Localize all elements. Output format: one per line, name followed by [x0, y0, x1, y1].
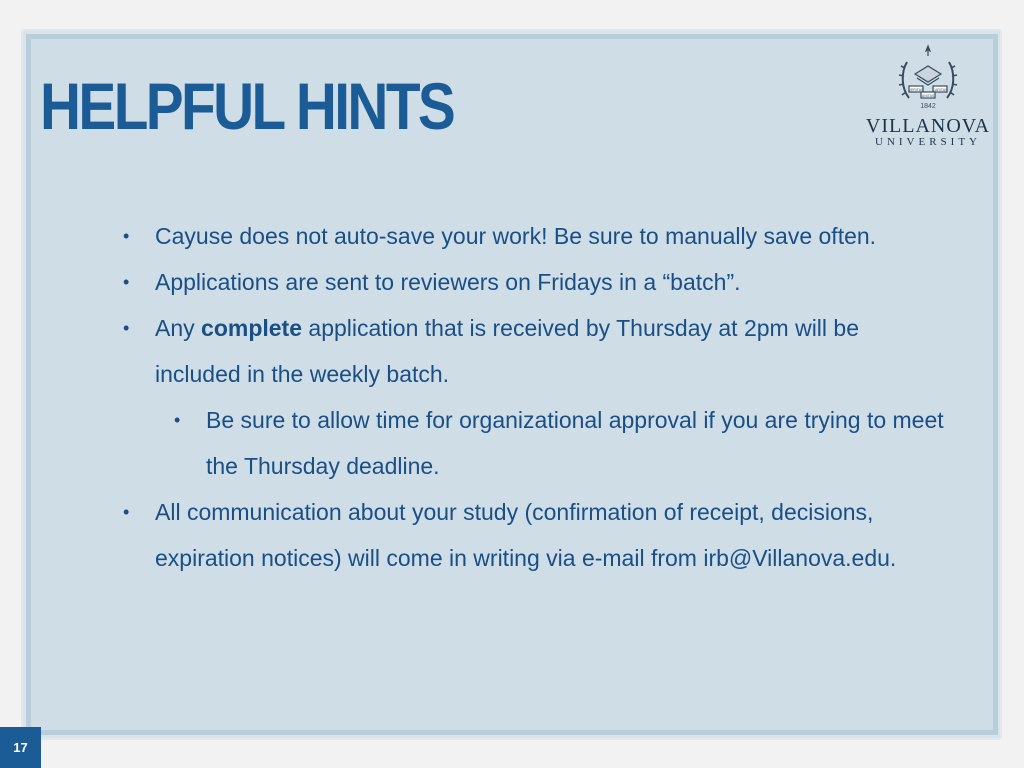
bullet-item — [120, 489, 950, 581]
bullet-text-bold: complete — [201, 315, 303, 341]
bullet-dot-icon: • — [123, 226, 130, 246]
bullet-text: All communication about your study (confirmation of receipt, decisions, expiration notices) will come in writing via e-mail from irb@Villanova.edu. — [155, 499, 897, 571]
seal-text-caritas: CARITAS — [932, 88, 948, 92]
page-number-badge: 17 — [0, 727, 41, 768]
bullet-dot-icon: • — [123, 272, 130, 292]
sub-bullet-item — [171, 397, 950, 489]
bullet-item — [120, 305, 950, 397]
bullet-text: Be sure to allow time for organizational approval if you are trying to meet the Thursday deadline. — [206, 407, 944, 479]
bullet-list — [120, 213, 950, 581]
bullet-text: Applications are sent to reviewers on Fridays in a “batch”. — [155, 269, 741, 295]
university-logo — [858, 44, 998, 154]
slide-title: HELPFUL HINTS — [40, 69, 454, 143]
seal-text-unitas: UNITAS — [921, 94, 935, 98]
bullet-dot-icon: • — [123, 318, 130, 338]
logo-name: VILLANOVA — [865, 115, 991, 137]
bullet-item — [120, 259, 950, 305]
seal-text-veritas: VERITAS — [908, 88, 924, 92]
university-seal-icon — [893, 44, 963, 112]
bullet-text: Cayuse does not auto-save your work! Be sure to manually save often. — [155, 223, 877, 249]
bullet-text-prefix: Any — [155, 315, 202, 341]
logo-subtitle: UNIVERSITY — [875, 136, 981, 148]
bullet-dot-icon: • — [123, 502, 130, 522]
bullet-dot-icon: • — [174, 410, 181, 430]
bullet-text-suffix: application that is received by Thursday at 2pm will be included in the weekly batch. — [155, 315, 859, 387]
bullet-item — [120, 213, 950, 259]
seal-year: 1842 — [920, 103, 936, 110]
